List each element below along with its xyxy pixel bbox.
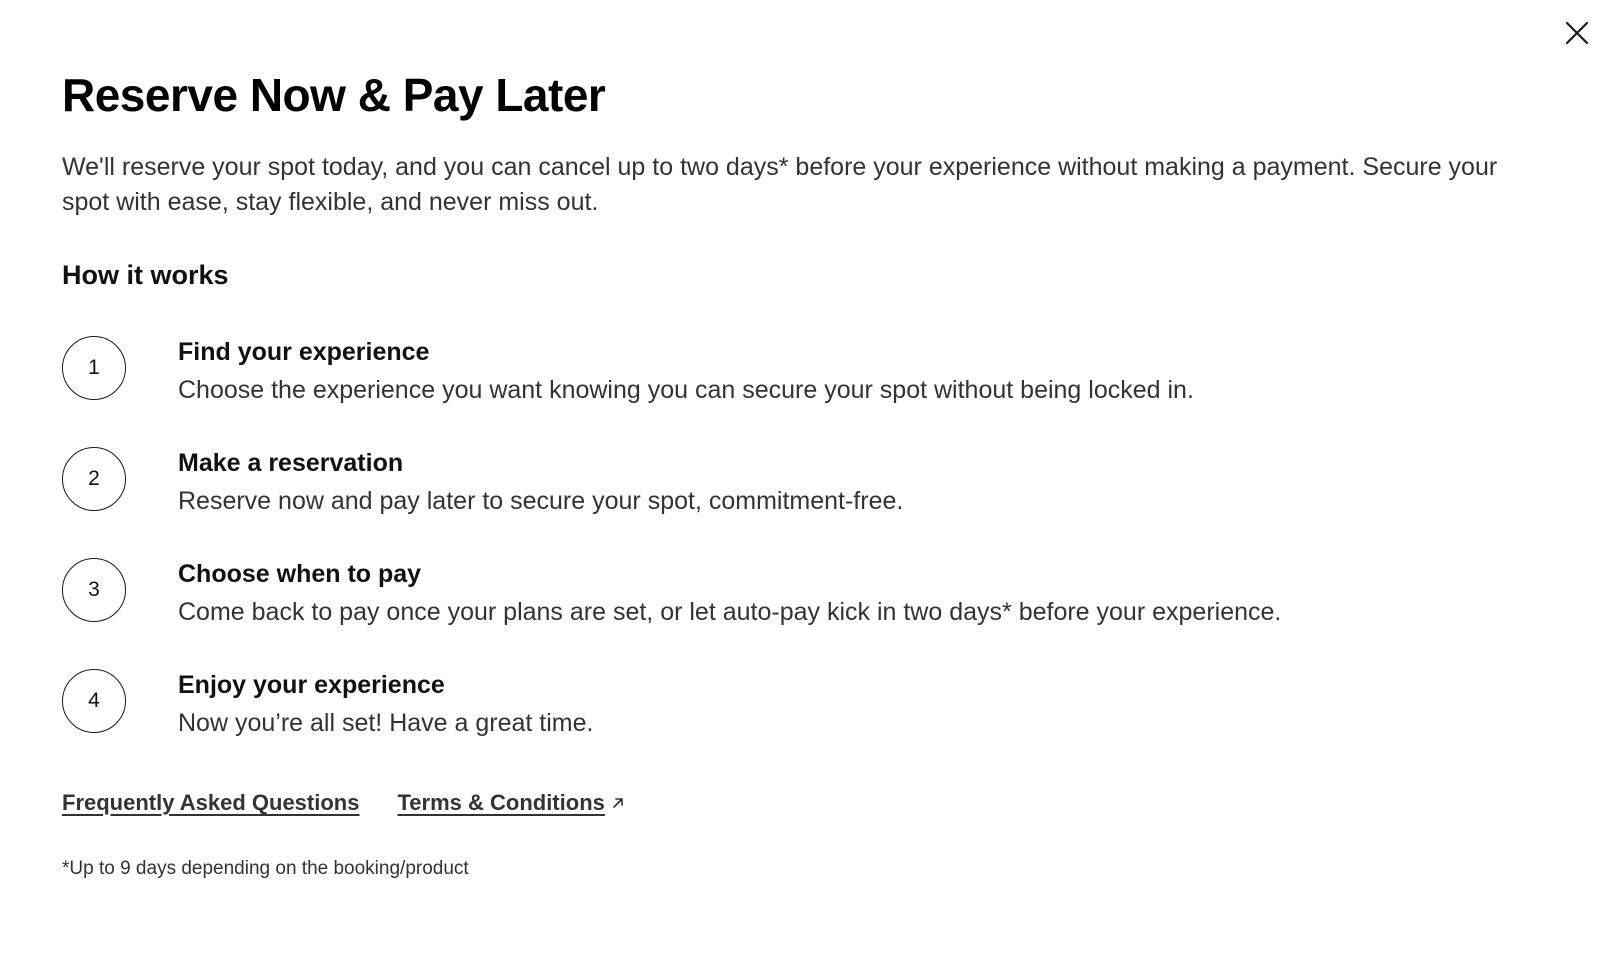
- terms-link-wrapper[interactable]: [397, 790, 624, 816]
- step-number-badge: 4: [62, 669, 126, 733]
- close-button[interactable]: [1562, 18, 1592, 48]
- footer-links: [62, 790, 625, 816]
- footnote: *Up to 9 days depending on the booking/product: [62, 858, 469, 879]
- step-description: Choose the experience you want knowing you can secure your spot without being locked in.: [178, 376, 1194, 404]
- step-title: Make a reservation: [178, 449, 404, 477]
- step-title: Enjoy your experience: [178, 671, 445, 699]
- step-4: [62, 669, 1542, 739]
- how-it-works-heading: How it works: [62, 260, 229, 290]
- close-icon: [1565, 21, 1589, 45]
- step-3: [62, 558, 1542, 628]
- step-1: [62, 336, 1542, 406]
- dialog-intro: We'll reserve your spot today, and you can cancel up to two days* before your experience without making a payment. Secure your spot with ease, stay flexible, and never miss out.: [62, 153, 1498, 216]
- step-2: [62, 447, 1542, 517]
- step-number-badge: 3: [62, 558, 126, 622]
- step-number-badge: 1: [62, 336, 126, 400]
- step-number-badge: 2: [62, 447, 126, 511]
- step-description: Now you’re all set! Have a great time.: [178, 709, 594, 737]
- step-description: Reserve now and pay later to secure your spot, commitment-free.: [178, 487, 904, 515]
- step-description: Come back to pay once your plans are set, or let auto-pay kick in two days* before your experience.: [178, 598, 1282, 626]
- dialog-title: Reserve Now & Pay Later: [62, 69, 606, 121]
- faq-link[interactable]: Frequently Asked Questions: [62, 790, 360, 815]
- step-title: Choose when to pay: [178, 560, 422, 588]
- terms-link[interactable]: Terms & Conditions: [397, 790, 605, 815]
- external-link-icon: [611, 796, 625, 810]
- step-title: Find your experience: [178, 338, 430, 366]
